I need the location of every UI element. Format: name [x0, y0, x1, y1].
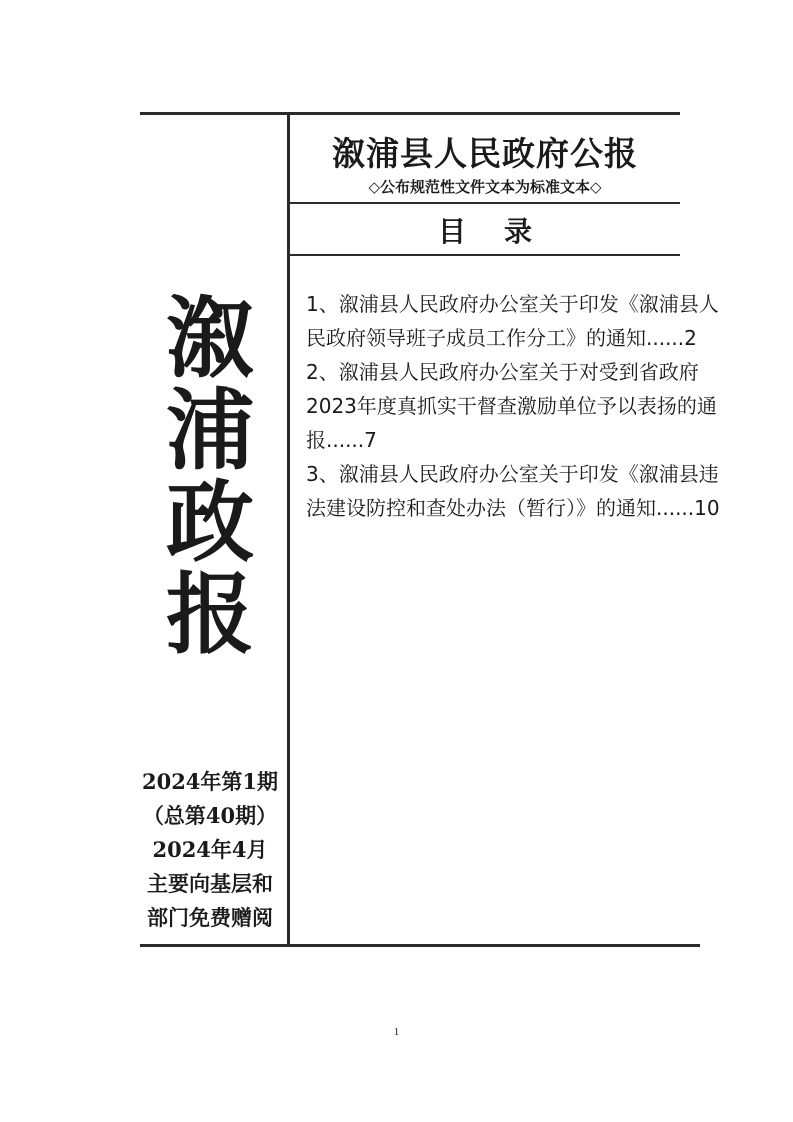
bottom-rule: [140, 944, 700, 947]
masthead-char: 溆: [165, 286, 254, 390]
toc-list: [306, 287, 726, 525]
toc-heading: 目录: [437, 215, 570, 248]
distribution-note-line2: 部门免费赠阅: [147, 905, 273, 930]
masthead-char: 报: [165, 562, 254, 666]
issue-info: [135, 765, 285, 935]
toc-item[interactable]: 3、溆浦县人民政府办公室关于印发《溆浦县违法建设防控和查处办法（暂行）》的通知......10: [306, 462, 720, 520]
toc-heading-rule: [290, 254, 680, 256]
header-rule: [290, 202, 680, 204]
distribution-note-line1: 主要向基层和: [147, 871, 273, 896]
masthead: [150, 286, 270, 666]
issue-date: 2024年4月: [152, 837, 268, 862]
masthead-char: 浦: [165, 378, 254, 482]
issue-number: 2024年第1期: [141, 769, 279, 794]
bulletin-title: 溆浦县人民政府公报: [332, 134, 638, 173]
bulletin-subtitle: ◇公布规范性文件文本为标准文本◇: [368, 178, 602, 196]
total-issue-number: （总第40期）: [142, 803, 278, 828]
masthead-char: 政: [165, 470, 254, 574]
page-number: 1: [393, 1026, 400, 1038]
top-rule: [140, 112, 680, 115]
toc-item[interactable]: 2、溆浦县人民政府办公室关于对受到省政府2023年度真抓实干督查激励单位予以表扬的通报......7: [306, 360, 717, 452]
toc-item[interactable]: 1、溆浦县人民政府办公室关于印发《溆浦县人民政府领导班子成员工作分工》的通知......2: [306, 292, 719, 350]
